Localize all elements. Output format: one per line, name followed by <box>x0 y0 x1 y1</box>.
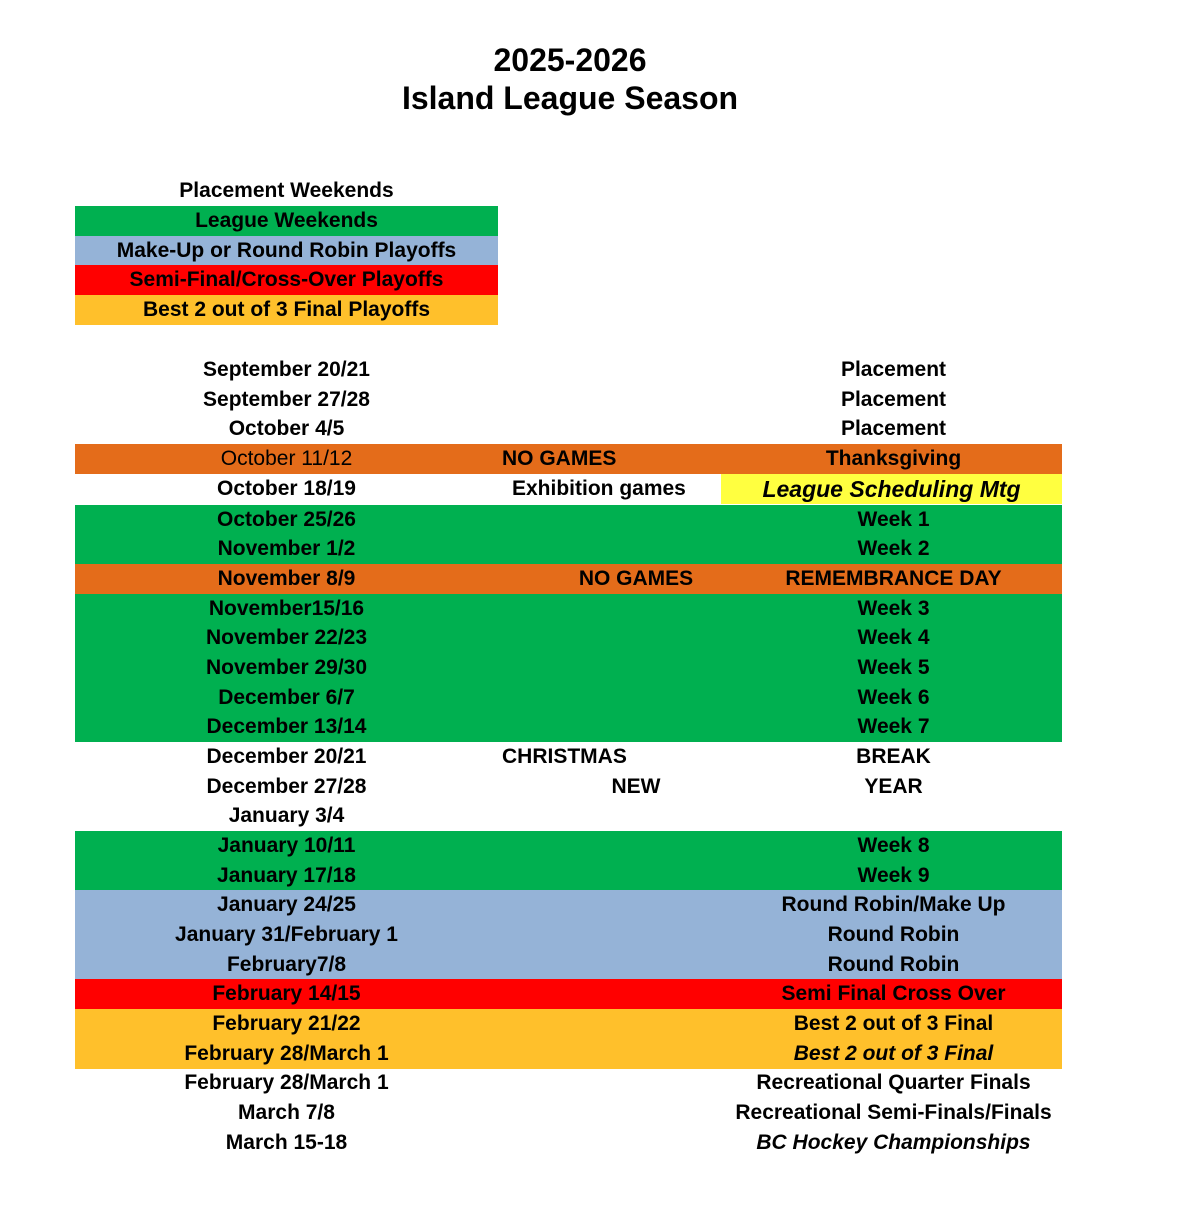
schedule-event: Week 5 <box>857 656 930 679</box>
schedule-event: Week 6 <box>857 686 930 709</box>
schedule-row <box>75 385 1062 415</box>
schedule-event: BC Hockey Championships <box>756 1131 1031 1154</box>
schedule-event: Week 4 <box>857 626 930 649</box>
schedule-note: NO GAMES <box>578 567 694 590</box>
schedule-row <box>75 444 1062 474</box>
schedule-date: January 17/18 <box>217 864 356 887</box>
schedule-date: September 27/28 <box>203 388 370 411</box>
schedule-date: January 24/25 <box>217 893 356 916</box>
schedule-event: Week 1 <box>857 508 930 531</box>
schedule-row <box>75 355 1062 385</box>
schedule-row <box>75 1068 1062 1098</box>
schedule-date: March 7/8 <box>238 1101 335 1124</box>
schedule-event: Round Robin <box>827 953 960 976</box>
schedule-row <box>75 594 1062 624</box>
schedule-row <box>75 653 1062 683</box>
schedule-event: Week 8 <box>857 834 930 857</box>
schedule-date: September 20/21 <box>203 358 370 381</box>
schedule-event: Placement <box>840 388 947 411</box>
schedule-event: Best 2 out of 3 Final <box>793 1012 994 1035</box>
schedule-note: NO GAMES <box>502 447 617 470</box>
schedule-row <box>75 712 1062 742</box>
schedule-event-highlight: League Scheduling Mtg <box>721 474 1062 504</box>
legend-round-robin-playoffs: Make-Up or Round Robin Playoffs <box>75 236 498 266</box>
schedule-event: Placement <box>840 358 947 381</box>
schedule-date: October 18/19 <box>217 477 356 500</box>
schedule-date: February 21/22 <box>212 1012 361 1035</box>
schedule-date: January 31/February 1 <box>175 923 398 946</box>
schedule-date: February 14/15 <box>212 982 361 1005</box>
schedule-row <box>75 979 1062 1009</box>
schedule-date: February 28/March 1 <box>184 1042 389 1065</box>
schedule-row <box>75 801 1062 831</box>
legend-semi-final-playoffs: Semi-Final/Cross-Over Playoffs <box>75 265 498 295</box>
page-title-year: 2025-2026 <box>493 42 647 78</box>
schedule-row <box>75 861 1062 891</box>
schedule-date: December 27/28 <box>206 775 367 798</box>
schedule-note: Exhibition games <box>512 477 686 500</box>
schedule-row <box>75 683 1062 713</box>
schedule-event: BREAK <box>856 745 931 768</box>
schedule-date: October 11/12 <box>220 447 353 470</box>
schedule-row <box>75 564 1062 594</box>
schedule-event: Week 7 <box>857 715 930 738</box>
schedule-event: Recreational Semi-Finals/Finals <box>735 1101 1052 1124</box>
schedule-date: December 20/21 <box>206 745 367 768</box>
schedule-date: January 10/11 <box>217 834 356 857</box>
schedule-event: Round Robin <box>827 923 960 946</box>
schedule-row <box>75 742 1062 772</box>
schedule-row <box>75 772 1062 802</box>
schedule-row <box>75 890 1062 920</box>
legend-final-playoffs: Best 2 out of 3 Final Playoffs <box>75 295 498 325</box>
schedule-row <box>75 831 1062 861</box>
schedule-date: November15/16 <box>208 597 365 620</box>
schedule-row <box>75 1009 1062 1039</box>
schedule-event: YEAR <box>864 775 923 798</box>
schedule-date: November 22/23 <box>205 626 368 649</box>
schedule-row <box>75 1098 1062 1128</box>
schedule-date: February7/8 <box>226 953 347 976</box>
schedule-row <box>75 623 1062 653</box>
schedule-row <box>75 534 1062 564</box>
schedule-event: Week 3 <box>857 597 930 620</box>
schedule-row <box>75 474 1062 504</box>
schedule-event: Placement <box>840 417 947 440</box>
schedule-row <box>75 1039 1062 1069</box>
schedule-note: CHRISTMAS <box>502 745 627 768</box>
schedule-row <box>75 950 1062 980</box>
page-title-season: Island League Season <box>401 80 739 116</box>
schedule-date: November 1/2 <box>217 537 356 560</box>
schedule-event: REMEMBRANCE DAY <box>785 567 1002 590</box>
schedule-row <box>75 920 1062 950</box>
schedule-event: Semi Final Cross Over <box>781 982 1006 1005</box>
schedule-event: Best 2 out of 3 Final <box>793 1042 994 1065</box>
schedule-event: Week 2 <box>857 537 930 560</box>
schedule-event: Week 9 <box>857 864 930 887</box>
schedule-date: November 8/9 <box>217 567 356 590</box>
schedule-date: February 28/March 1 <box>184 1071 389 1094</box>
schedule-row <box>75 1128 1062 1158</box>
schedule-event: Round Robin/Make Up <box>781 893 1006 916</box>
schedule-date: October 4/5 <box>228 417 345 440</box>
schedule-date: March 15-18 <box>225 1131 348 1154</box>
legend-placement-weekends: Placement Weekends <box>179 179 394 202</box>
schedule-note: NEW <box>611 775 661 798</box>
schedule-row <box>75 505 1062 535</box>
schedule-event: Recreational Quarter Finals <box>756 1071 1031 1094</box>
schedule-date: November 29/30 <box>205 656 368 679</box>
schedule-event: Thanksgiving <box>825 447 962 470</box>
schedule-date: December 6/7 <box>218 686 355 709</box>
schedule-date: October 25/26 <box>217 508 356 531</box>
legend-league-weekends: League Weekends <box>75 206 498 236</box>
schedule-date: December 13/14 <box>206 715 367 738</box>
schedule-row <box>75 414 1062 444</box>
schedule-date: January 3/4 <box>228 804 345 827</box>
